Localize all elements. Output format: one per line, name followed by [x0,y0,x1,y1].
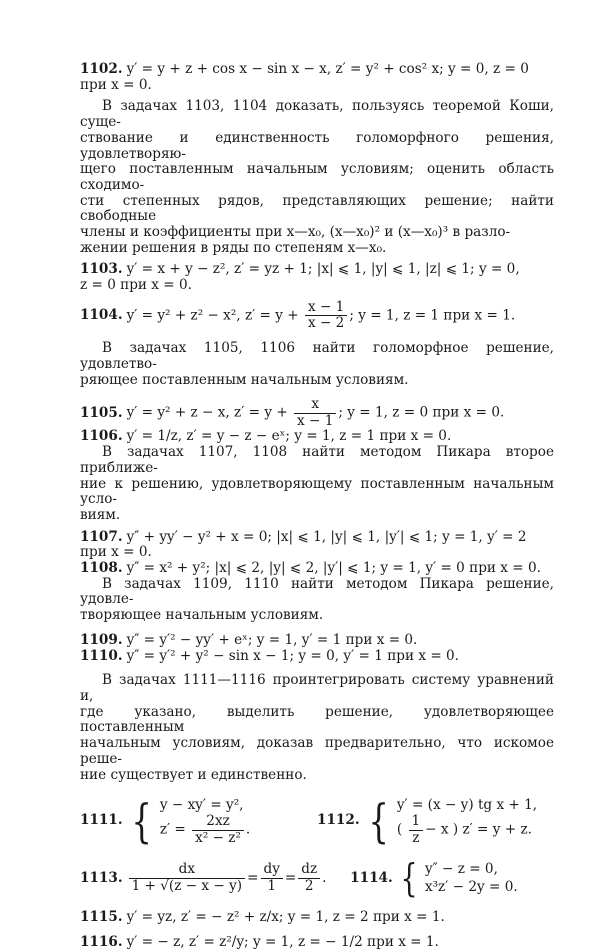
problem-1103 [80,262,554,293]
equation-text: y′ = 1/z, z′ = y − z − eˣ; y = 1, z = 1 при x = 0. [126,428,452,445]
equation-continuation: при x = 0. [80,76,152,93]
problem-number: 1112. [317,812,360,829]
fraction-denominator: x − 1 [297,412,334,429]
intro-line: где указано, выделить решение, удовлетворяющее поставленным [80,703,554,736]
problem-1106 [80,429,554,445]
fraction-denominator: x² − z² [195,829,241,846]
problem-number: 1104. [80,307,123,324]
system-equation: y − xy′ = y², [159,797,244,814]
task-intro-1105 [80,341,554,388]
equation-text: y′ = x + y − z², z′ = yz + 1; |x| ⩽ 1, |y| ⩽ 1, |z| ⩽ 1; y = 0, [126,261,520,278]
problem-number: 1110. [80,647,123,664]
equation-text: . [322,869,327,886]
intro-line: В задачах 1109, 1110 найти методом Пикара решение, удовле- [80,575,554,608]
fraction-denominator: z [412,829,420,846]
intro-line: начальным условиям, доказав предварительно, что искомое реше- [80,735,554,767]
fraction-numerator: 2xz [192,814,244,831]
equation-text: y″ + yy′ − y² + x = 0; |x| ⩽ 1, |y| ⩽ 1, |y′| ⩽ 1; y = 1, y′ = 2 [126,528,527,545]
equation-text: y″ = y′² − yy′ + eˣ; y = 1, y′ = 1 при x = 0. [126,631,418,648]
problem-number: 1114. [350,869,393,886]
equation-text: . [245,821,251,838]
intro-line: члены и коэффициенты при x—x₀, (x—x₀)² и (x—x₀)³ в разло- [80,224,511,241]
equals-sign: = [284,869,297,886]
problem-1114 [350,856,554,901]
task-intro-1107 [80,445,554,524]
fraction [192,814,244,846]
problem-1116 [80,935,554,951]
equation-text: y″ = x² + y²; |x| ⩽ 2, |y| ⩽ 2, |y′| ⩽ 1; y = 1, y′ = 0 при x = 0. [126,560,541,577]
problem-1105 [80,397,554,429]
intro-line: ствование и единственность голоморфного решения, удовлетворяю- [80,129,554,162]
intro-line: ние существует и единственно. [80,766,307,783]
intro-line: В задачах 1105, 1106 найти голоморфное решение, удовлетво- [80,340,554,372]
problem-1113 [80,862,350,894]
fraction-denominator: 2 [304,877,314,894]
problem-1102 [80,62,554,93]
equals-sign: = [247,869,259,886]
problem-number: 1111. [80,812,123,829]
problem-1107 [80,530,554,561]
systems-row-1111-1112 [80,794,554,849]
fraction-denominator: 1 [267,877,277,894]
problem-number: 1103. [80,261,123,278]
intro-line: творяющее начальным условиям. [80,607,324,624]
fraction-numerator: x − 1 [305,300,347,317]
intro-line: В задачах 1107, 1108 найти методом Пикара второе приближе- [80,444,554,476]
intro-line: виям. [80,506,121,523]
system-equation: y″ − z = 0, [424,861,498,878]
equation-text: z′ = [159,821,186,838]
problem-1112 [317,794,554,849]
equation-text: ; y = 1, z = 1 при x = 1. [349,307,516,324]
fraction-numerator: 1 [409,814,424,831]
intro-line: жении решения в ряды по степеням x—x₀. [80,239,387,256]
fraction-numerator: x [294,397,336,414]
problem-number: 1106. [80,428,123,445]
systems-row-1113-1114 [80,856,554,901]
problem-1110 [80,649,554,665]
problem-number: 1115. [80,909,123,926]
problem-1108 [80,561,554,577]
problem-1104 [80,300,554,332]
equation-text: y′ = − z, z′ = z²/y; y = 1, z = − 1/2 при x = 1. [126,934,439,951]
fraction-numerator: dx [129,862,246,879]
problem-number: 1116. [80,934,123,951]
equation-text: ( [396,821,403,838]
intro-line: В задачах 1103, 1104 доказать, пользуясь теоремой Коши, суще- [80,98,554,131]
fraction-numerator: dz [298,862,320,879]
fraction [129,862,246,894]
equation-continuation: при x = 0. [80,544,152,561]
fraction [294,397,336,429]
fraction [261,862,283,894]
fraction [298,862,320,894]
equation-text: − x ) z′ = y + z. [425,821,532,838]
system-equation: y′ = (x − y) tg x + 1, [396,797,538,814]
problem-number: 1108. [80,560,123,577]
equation-text: y′ = y² + z − x, z′ = y + [126,404,288,421]
left-brace: { [400,856,418,901]
equation-text: y′ = yz, z′ = − z² + z/x; y = 1, z = 2 при x = 1. [126,909,445,926]
problem-number: 1105. [80,404,123,421]
fraction-denominator: x − 2 [307,315,345,332]
equation-continuation: z = 0 при x = 0. [80,277,192,294]
left-brace: { [130,794,152,849]
problem-1111 [80,794,317,849]
task-intro-1111 [80,673,554,783]
problem-number: 1107. [80,528,123,545]
equation-text: ; y = 1, z = 0 при x = 0. [338,404,505,421]
intro-line: сти степенных рядов, представляющих решение; найти свободные [80,192,554,225]
fraction-denominator: 1 + √(z − x − y) [131,877,243,894]
intro-line: щего поставленным начальным условиям; оценить область сходимо- [80,161,554,193]
fraction-numerator: dy [261,862,283,879]
fraction [305,300,347,332]
left-brace: { [367,794,389,849]
intro-line: В задачах 1111—1116 проинтегрировать систему уравнений и, [80,672,554,704]
problem-number: 1109. [80,631,123,648]
problem-1109 [80,633,554,649]
task-intro-1103 [80,99,554,256]
task-intro-1109 [80,577,554,624]
equation-text: y′ = y² + z² − x², z′ = y + [126,307,299,324]
problem-number: 1102. [80,61,123,77]
problem-number: 1113. [80,869,123,886]
equation-text: y″ = y′² + y² − sin x − 1; y = 0, y′ = 1 при x = 0. [126,647,460,664]
system-equation: x³z′ − 2y = 0. [424,879,518,896]
intro-line: ряющее поставленным начальным условиям. [80,371,409,388]
fraction [409,814,424,846]
equation-text: y′ = y + z + cos x − sin x − x, z′ = y² + cos² x; y = 0, z = 0 [126,61,529,77]
intro-line: ние к решению, удовлетворяющему поставленным начальным усло- [80,475,554,508]
